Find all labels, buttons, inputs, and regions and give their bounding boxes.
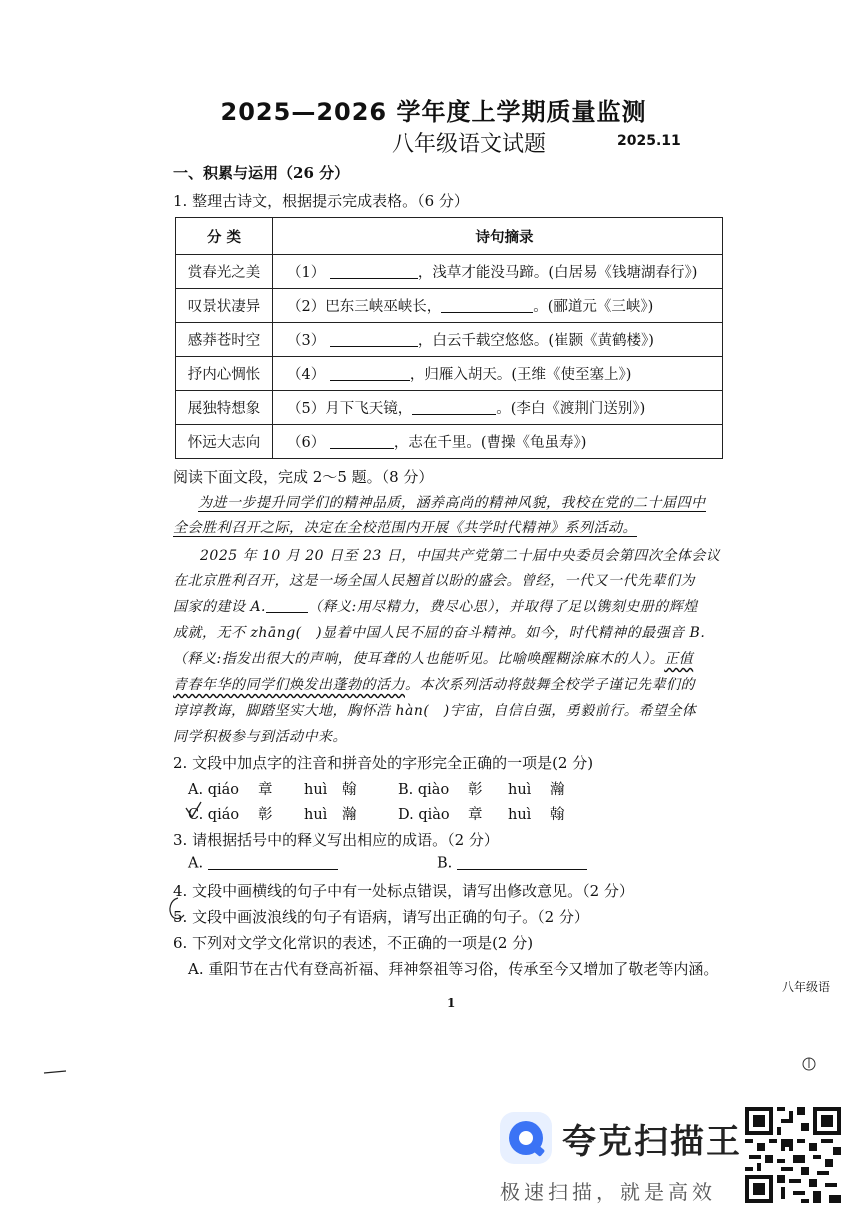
table-row xyxy=(176,425,723,459)
row-line xyxy=(273,425,723,459)
option-b-char2: 瀚 xyxy=(550,782,565,798)
option-c-char1: 彰 xyxy=(258,807,273,823)
row-number: （5） xyxy=(287,401,326,417)
wavy-sentence-part2: 青春年华的同学们焕发出蓬勃的活力 xyxy=(173,677,405,693)
row-category: 展独特想象 xyxy=(176,391,273,425)
passage-line-5-rest: （释义:用尽精力，费尽心思），并取得了足以镌刻史册的辉煌 xyxy=(308,599,698,615)
row-line xyxy=(273,255,723,289)
table-row xyxy=(176,289,723,323)
passage-line-5 xyxy=(173,596,698,616)
table-row xyxy=(176,391,723,425)
table-row xyxy=(176,323,723,357)
row-before: 巴东三峡巫峡长， xyxy=(325,299,442,315)
option-c[interactable] xyxy=(188,803,357,824)
check-mark-icon xyxy=(184,800,204,820)
row-category: 抒内心惆怅 xyxy=(176,357,273,391)
answer-a-blank[interactable] xyxy=(208,854,338,870)
option-a-pinyin: A. qiáo xyxy=(188,782,239,798)
question-1-prompt: 1. 整理古诗文，根据提示完成表格。（6 分） xyxy=(173,192,469,210)
row-after: ，归雁入胡天。(王维《使至塞上》) xyxy=(409,367,632,383)
row-number: （3） xyxy=(287,333,326,349)
passage-line-2 xyxy=(173,517,637,537)
answer-b-blank[interactable] xyxy=(457,854,587,870)
row-category: 感莽苍时空 xyxy=(176,323,273,357)
underlined-sentence-part2: 全会胜利召开之际，决定在全校范围内开展《共学时代精神》系列活动。 xyxy=(173,520,637,536)
question-6-prompt: 6. 下列对文学文化常识的表述，不正确的一项是(2 分) xyxy=(173,934,534,952)
blank-a-label: 国家的建设 A. xyxy=(173,599,267,615)
option-a-char1: 章 xyxy=(258,782,273,798)
option-d-char2: 翰 xyxy=(550,807,565,823)
page-number: 1 xyxy=(447,996,456,1010)
row-after: ，白云千载空悠悠。(崔颢《黄鹤楼》) xyxy=(417,333,654,349)
option-b-pinyin: B. qiào xyxy=(398,782,450,798)
answer-blank[interactable] xyxy=(330,366,410,382)
answer-a-line[interactable] xyxy=(188,854,338,872)
brand-name: 夸克扫描王 xyxy=(562,1122,742,1162)
answer-blank[interactable] xyxy=(330,332,418,348)
exam-date: 2025.11 xyxy=(617,133,681,149)
exam-title: 2025—2026 学年度上学期质量监测 xyxy=(220,98,647,126)
option-b-pinyin2: huì xyxy=(508,782,532,798)
reading-intro: 阅读下面文段，完成 2～5 题。（8 分） xyxy=(173,468,434,486)
answer-blank[interactable] xyxy=(330,264,418,280)
option-d-char1: 章 xyxy=(468,807,483,823)
row-number: （4） xyxy=(287,367,326,383)
row-category: 叹景状凄异 xyxy=(176,289,273,323)
row-after: ，浅草才能没马蹄。(白居易《钱塘湖春行》) xyxy=(417,265,698,281)
option-c-char2: 瀚 xyxy=(342,807,357,823)
exam-subtitle: 八年级语文试题 xyxy=(392,132,547,157)
answer-blank[interactable] xyxy=(441,298,533,314)
table-header-category: 分 类 xyxy=(176,218,273,255)
row-number: （2） xyxy=(287,299,326,315)
row-line xyxy=(273,357,723,391)
side-note: 八年级语 xyxy=(782,980,831,994)
answer-b-label: B. xyxy=(437,855,453,872)
question-6-option-a[interactable]: A. 重阳节在古代有登高祈福、拜神祭祖等习俗，传承至今又增加了敬老等内涵。 xyxy=(188,960,719,978)
question-2-prompt: 2. 文段中加点字的注音和拼音处的字形完全正确的一项是(2 分) xyxy=(173,754,594,772)
passage-line-1 xyxy=(198,492,706,512)
circle-mark-icon xyxy=(166,896,188,922)
table-row xyxy=(176,255,723,289)
answer-a-label: A. xyxy=(188,855,204,872)
passage-line-8-rest: 。本次系列活动将鼓舞全校学子谨记先辈们的 xyxy=(405,677,695,693)
qr-code-icon[interactable] xyxy=(745,1107,841,1203)
passage-line-8 xyxy=(173,674,695,694)
row-category: 赏春光之美 xyxy=(176,255,273,289)
passage-line-7 xyxy=(173,648,693,668)
hole-punch-icon xyxy=(800,1056,818,1072)
option-a-char2: 翰 xyxy=(342,782,357,798)
wavy-sentence-part1: 正值 xyxy=(664,651,694,667)
row-number: （6） xyxy=(287,435,326,451)
question-4-prompt: 4. 文段中画横线的句子中有一处标点错误，请写出修改意见。（2 分） xyxy=(173,882,634,900)
row-after: ，志在千里。(曹操《龟虽寿》) xyxy=(393,435,587,451)
pen-stroke-icon xyxy=(42,1068,68,1076)
option-a-pinyin2: huì xyxy=(304,782,328,798)
question-3-prompt: 3. 请根据括号中的释义写出相应的成语。（2 分） xyxy=(173,831,499,849)
option-a[interactable] xyxy=(188,778,357,799)
row-category: 怀远大志向 xyxy=(176,425,273,459)
row-after: 。(郦道元《三峡》) xyxy=(533,299,654,315)
poem-table xyxy=(175,217,723,459)
underlined-sentence-part1: 为进一步提升同学们的精神品质，涵养高尚的精神风貌，我校在党的二十届四中 xyxy=(198,495,706,511)
row-number: （1） xyxy=(287,265,326,281)
passage-line-4: 在北京胜利召开，这是一场全国人民翘首以盼的盛会。曾经，一代又一代先辈们为 xyxy=(173,573,695,589)
row-line xyxy=(273,323,723,357)
answer-blank[interactable] xyxy=(412,400,496,416)
idiom-blank-a[interactable] xyxy=(266,598,308,613)
option-d-pinyin: D. qiào xyxy=(398,807,450,823)
quark-logo-icon xyxy=(500,1112,552,1164)
question-5-prompt: 5. 文段中画波浪线的句子有语病，请写出正确的句子。（2 分） xyxy=(173,908,589,926)
row-after: 。(李白《渡荆门送别》) xyxy=(496,401,646,417)
passage-line-10: 同学积极参与到活动中来。 xyxy=(173,729,347,745)
option-c-pinyin2: huì xyxy=(304,807,328,823)
row-before: 月下飞天镜， xyxy=(325,401,413,417)
passage-line-7-text: （释义:指发出很大的声响，使耳聋的人也能听见。比喻唤醒糊涂麻木的人）。 xyxy=(173,651,665,667)
option-b[interactable] xyxy=(398,778,565,799)
brand-slogan: 极速扫描，就是高效 xyxy=(500,1180,716,1204)
passage-line-6: 成就，无不 zhāng( )显着中国人民不屈的奋斗精神。如今，时代精神的最强音 B. xyxy=(173,625,706,641)
row-line xyxy=(273,391,723,425)
option-d[interactable] xyxy=(398,803,565,824)
answer-b-line[interactable] xyxy=(437,854,587,872)
passage-line-9: 谆谆教诲，脚踏坚实大地，胸怀浩 hàn( )宇宙，自信自强，勇毅前行。希望全体 xyxy=(173,703,697,719)
section-heading: 一、积累与运用（26 分） xyxy=(173,164,350,182)
table-row xyxy=(176,357,723,391)
table-header-lines: 诗句摘录 xyxy=(273,218,723,255)
option-c-pinyin: C. qiáo xyxy=(188,807,240,823)
passage-line-3: 2025 年 10 月 20 日至 23 日，中国共产党第二十届中央委员会第四次全体会议 xyxy=(200,548,721,564)
table-header-row xyxy=(176,218,723,255)
option-d-pinyin2: huì xyxy=(508,807,532,823)
row-line xyxy=(273,289,723,323)
option-b-char1: 彰 xyxy=(468,782,483,798)
answer-blank[interactable] xyxy=(330,434,394,450)
